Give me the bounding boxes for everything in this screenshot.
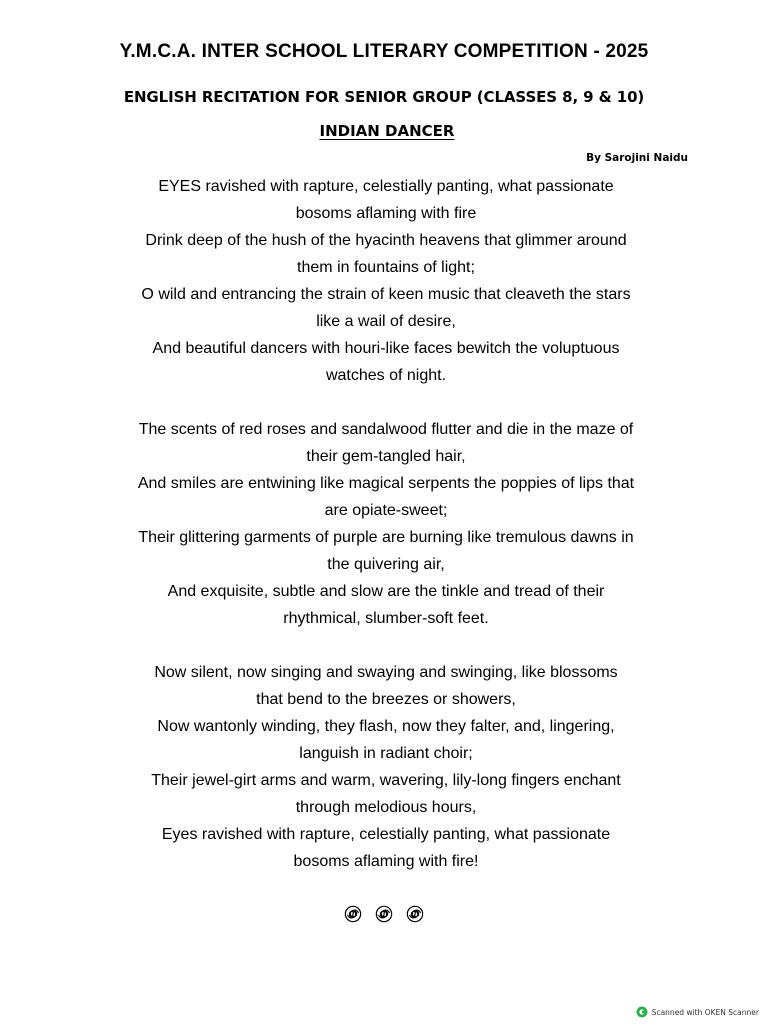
poem-line: Now wantonly winding, they flash, now they falter, and, lingering,	[157, 718, 615, 735]
poem-line: And beautiful dancers with houri-like faces bewitch the voluptuous	[152, 340, 620, 357]
poem-line: that bend to the breezes or showers,	[256, 691, 516, 708]
poem-line: Their glittering garments of purple are burning like tremulous dawns in	[138, 529, 634, 546]
poem-line: And exquisite, subtle and slow are the tinkle and tread of their	[167, 583, 605, 600]
competition-title: Y.M.C.A. INTER SCHOOL LITERARY COMPETITION - 2025	[119, 41, 649, 62]
spiral-ornament-icon	[344, 905, 362, 923]
stanza-2	[90, 416, 682, 632]
poem-line: And smiles are entwining like magical serpents the poppies of lips that	[137, 475, 635, 492]
poem-line: O wild and entrancing the strain of keen music that cleaveth the stars	[141, 286, 631, 303]
poem-line: Now silent, now singing and swaying and swinging, like blossoms	[154, 664, 618, 681]
stanza-1	[90, 173, 682, 389]
poem-body	[90, 173, 682, 902]
poem-author: By Sarojini Naidu	[586, 152, 688, 164]
poem-line: EYES ravished with rapture, celestially panting, what passionate	[158, 178, 614, 195]
stanza-3	[90, 659, 682, 875]
poem-line: their gem-tangled hair,	[306, 448, 466, 465]
poem-line: bosoms aflaming with fire!	[293, 853, 479, 870]
poem-line: watches of night.	[325, 367, 447, 384]
ornament-divider	[0, 903, 768, 924]
scanner-logo-icon	[636, 1006, 648, 1018]
poem-line: Eyes ravished with rapture, celestially panting, what passionate	[161, 826, 611, 843]
poem-line: rhythmical, slumber-soft feet.	[283, 610, 489, 627]
poem-line: through melodious hours,	[295, 799, 477, 816]
poem-line: languish in radiant choir;	[299, 745, 473, 762]
poem-line: Their jewel-girt arms and warm, wavering, lily-long fingers enchant	[151, 772, 621, 789]
poem-line: are opiate-sweet;	[324, 502, 448, 519]
poem-line: The scents of red roses and sandalwood flutter and die in the maze of	[138, 421, 634, 438]
category-subtitle: ENGLISH RECITATION FOR SENIOR GROUP (CLASSES 8, 9 & 10)	[123, 88, 645, 106]
poem-line: like a wail of desire,	[316, 313, 456, 330]
spiral-ornament-icon	[406, 905, 424, 923]
scanner-watermark	[636, 1006, 759, 1018]
poem-title: INDIAN DANCER	[319, 122, 455, 140]
poem-line: the quivering air,	[327, 556, 445, 573]
poem-line: bosoms aflaming with fire	[295, 205, 477, 222]
poem-line: Drink deep of the hush of the hyacinth heavens that glimmer around	[145, 232, 627, 249]
poem-line: them in fountains of light;	[297, 259, 475, 276]
spiral-ornament-icon	[375, 905, 393, 923]
scanner-text: Scanned with OKEN Scanner	[651, 1007, 759, 1017]
